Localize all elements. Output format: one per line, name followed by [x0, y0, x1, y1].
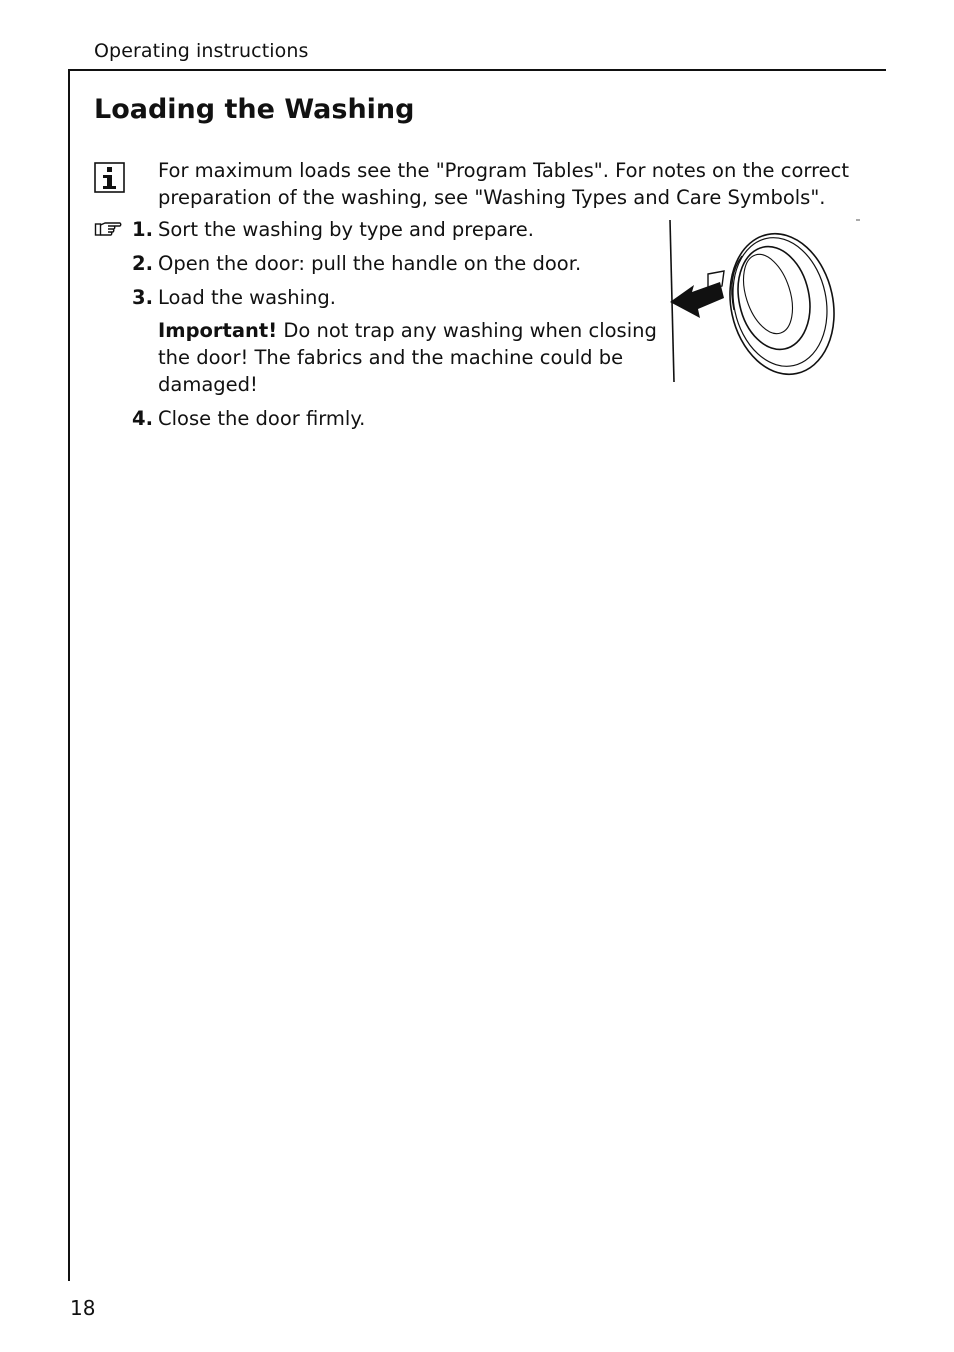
- page-number: 18: [70, 1296, 96, 1320]
- washing-machine-door-illustration: [664, 214, 864, 386]
- margin-rule: [68, 69, 70, 1281]
- step-1: [132, 216, 534, 243]
- warning-note: [158, 317, 658, 398]
- step-3-number: 3.: [132, 286, 153, 309]
- header-section-label: Operating instructions: [94, 40, 309, 62]
- step-2-number: 2.: [132, 252, 153, 275]
- warning-label: Important!: [158, 319, 278, 342]
- info-icon: [94, 162, 125, 193]
- step-1-text: Sort the washing by type and prepare.: [158, 218, 534, 241]
- step-4-number: 4.: [132, 407, 153, 430]
- step-4: [132, 405, 366, 432]
- step-4-text: Close the door firmly.: [158, 407, 366, 430]
- pointing-hand-icon: [94, 220, 122, 238]
- step-2-text: Open the door: pull the handle on the door.: [158, 252, 582, 275]
- step-2: [132, 250, 582, 277]
- step-1-number: 1.: [132, 218, 153, 241]
- info-note-text: For maximum loads see the "Program Tables". For notes on the correct preparation of the washing, see "Washing Types and Care Symbols".: [158, 159, 850, 209]
- warning-text: Do not trap any washing when closing the door! The fabrics and the machine could be damaged!: [158, 319, 657, 396]
- page-title: Loading the Washing: [94, 94, 415, 125]
- header-rule: [68, 69, 886, 71]
- step-3-text: Load the washing.: [158, 286, 336, 309]
- step-3: [132, 284, 336, 311]
